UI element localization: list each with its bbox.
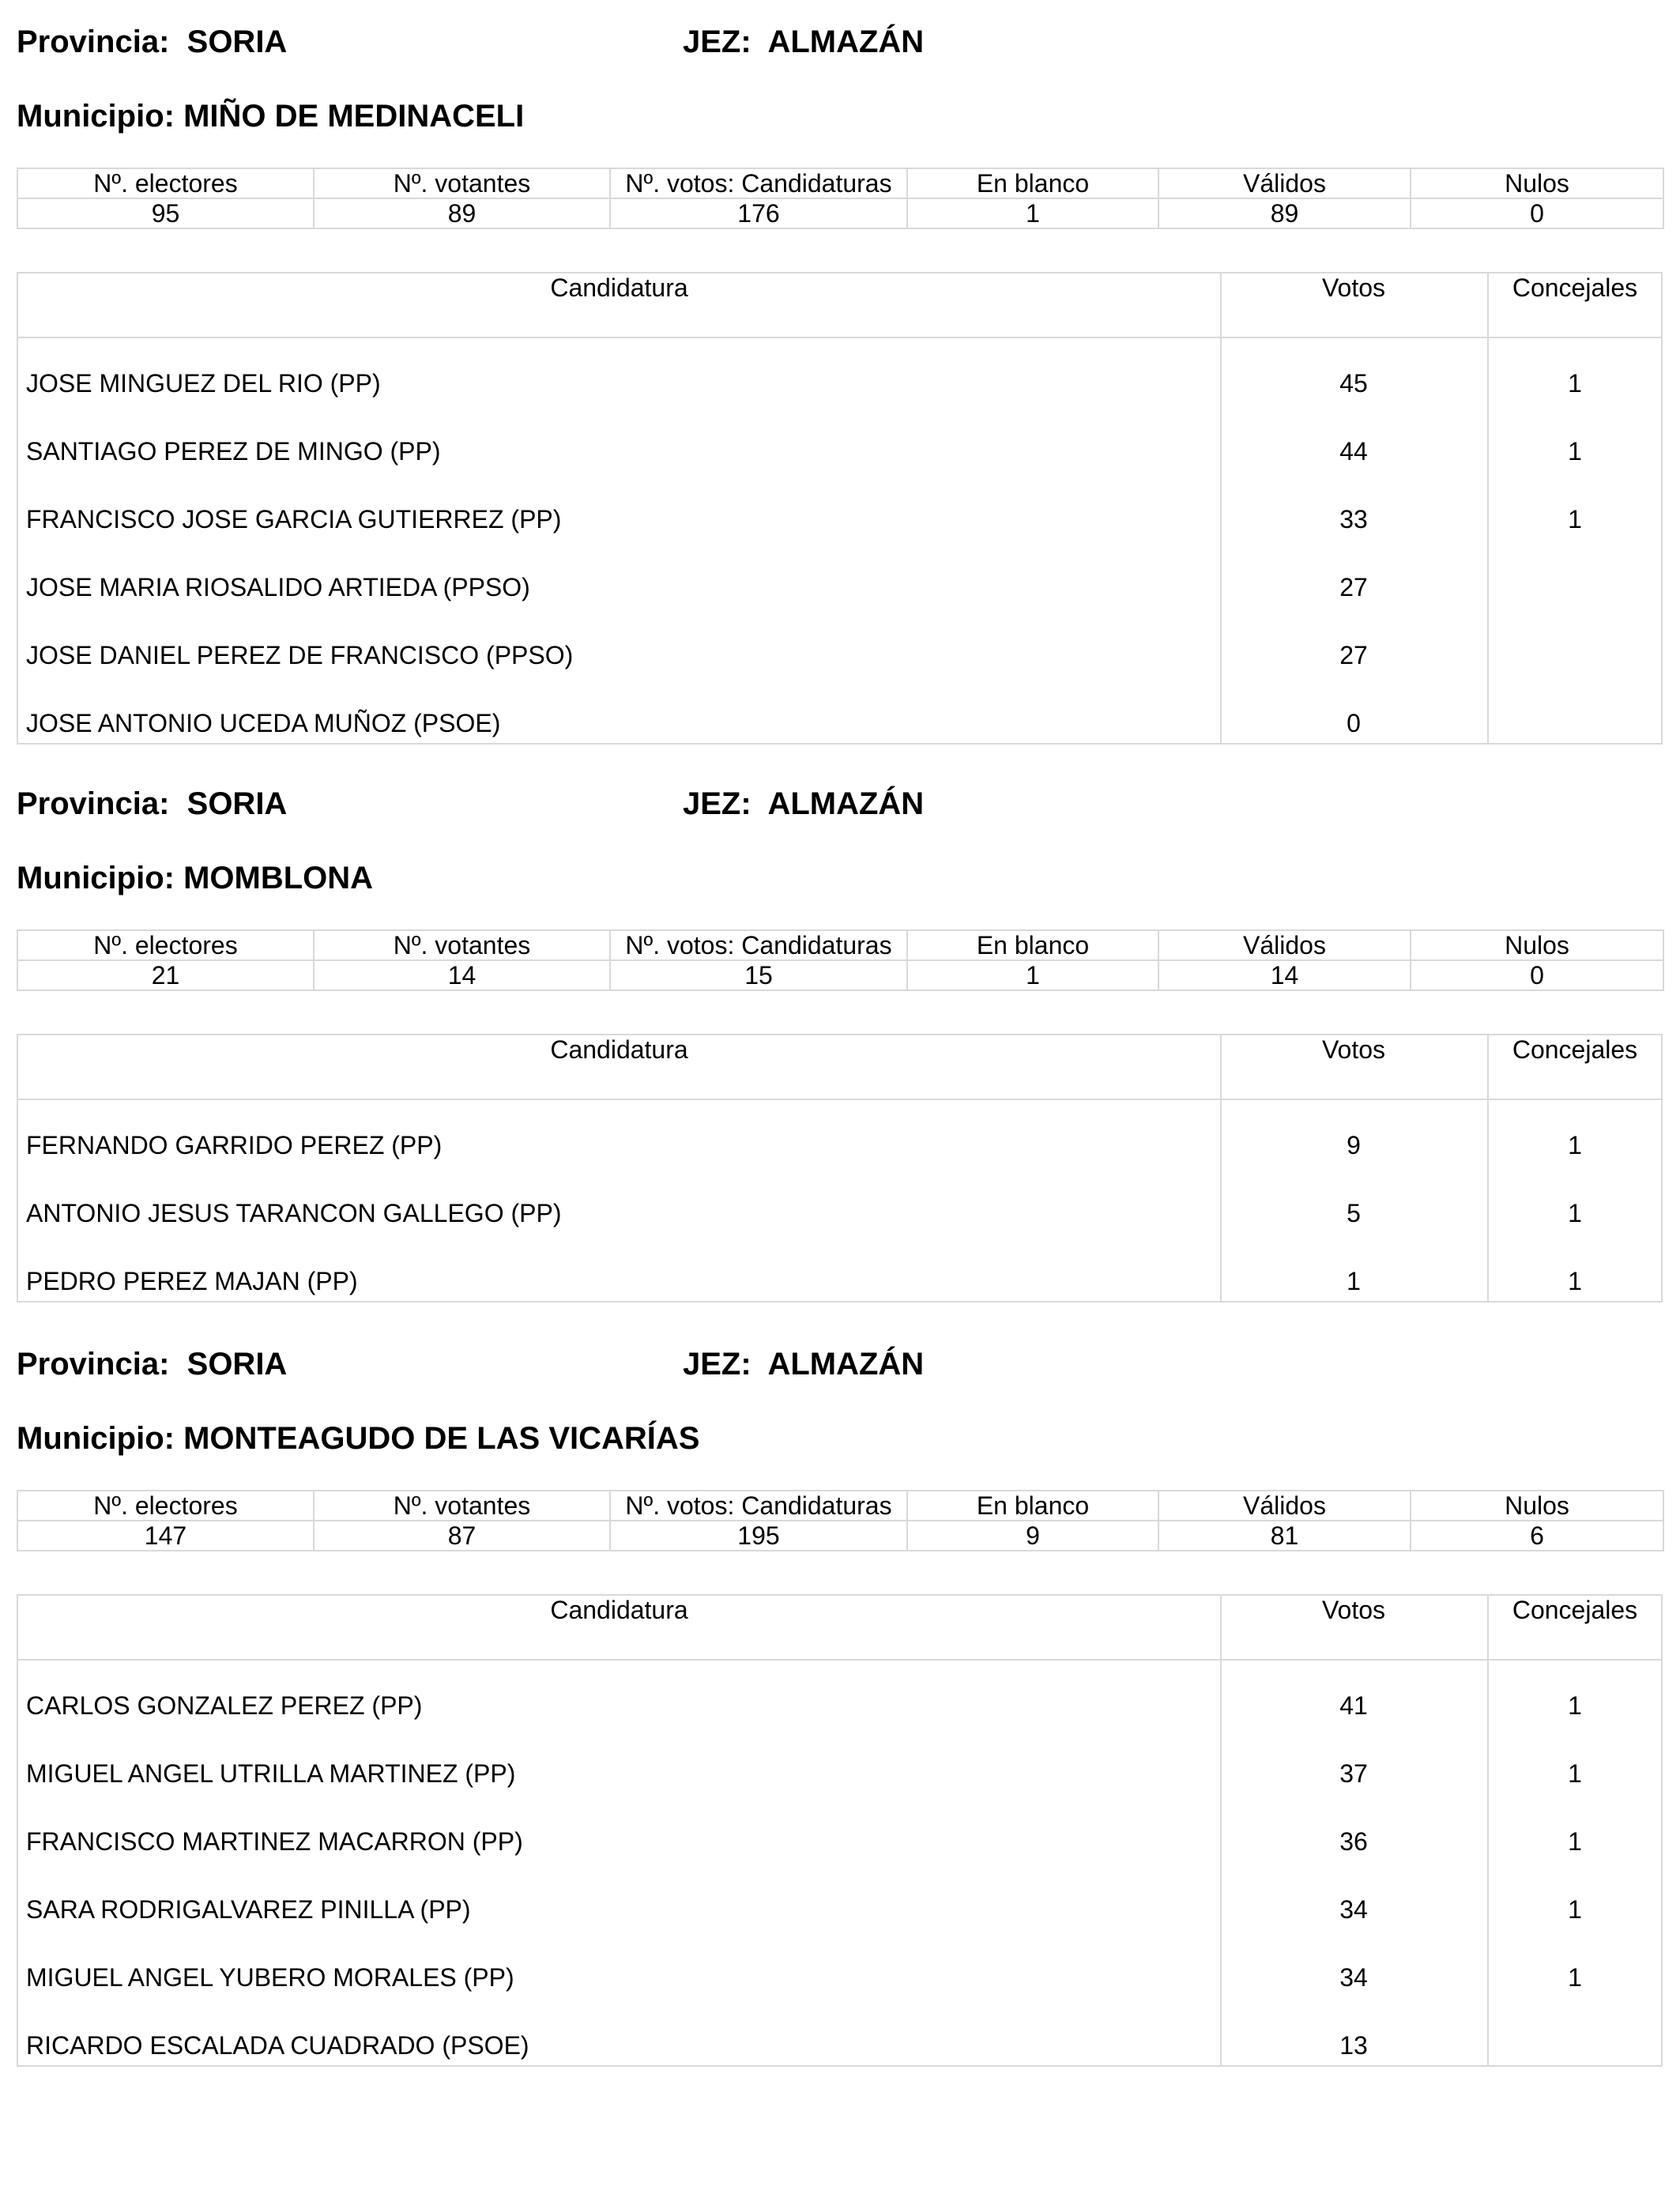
votos-header: Votos [1321, 273, 1386, 302]
candidate-votos: 37 [1339, 1759, 1368, 1788]
candidate-concejales: 1 [1568, 1131, 1582, 1159]
candidate-row [18, 1875, 1661, 1943]
candidates-header-row [18, 1596, 1661, 1661]
summary-value-cell: 14 [314, 960, 610, 990]
candidate-votos: 5 [1347, 1199, 1361, 1227]
summary-value-cell: 14 [1158, 960, 1411, 990]
provincia-heading [17, 1346, 287, 1382]
candidate-name: CARLOS GONZALEZ PEREZ (PP) [26, 1691, 423, 1720]
concejales-header: Concejales [1512, 1035, 1638, 1064]
candidate-name: JOSE MINGUEZ DEL RIO (PP) [26, 369, 381, 398]
summary-value-cell: 176 [610, 198, 907, 228]
jez-label: JEZ: [683, 1347, 751, 1382]
candidate-concejales: 1 [1568, 1691, 1582, 1720]
candidatura-header: Candidatura [550, 1035, 688, 1064]
summary-header-cell: En blanco [907, 1491, 1158, 1521]
candidate-votos: 27 [1339, 573, 1368, 601]
candidate-row [18, 553, 1661, 621]
concejales-header: Concejales [1512, 273, 1638, 302]
summary-header-cell: Nulos [1411, 168, 1663, 198]
summary-header-cell: En blanco [907, 168, 1158, 198]
provincia-value: SORIA [186, 1347, 288, 1382]
summary-header-row [17, 168, 1663, 198]
candidate-name: JOSE ANTONIO UCEDA MUÑOZ (PSOE) [26, 709, 501, 737]
summary-header-cell: Válidos [1158, 930, 1411, 960]
candidate-votos: 44 [1339, 437, 1368, 466]
summary-header-cell: Válidos [1158, 1491, 1411, 1521]
summary-value-cell: 1 [907, 960, 1158, 990]
candidate-name: MIGUEL ANGEL UTRILLA MARTINEZ (PP) [26, 1759, 516, 1788]
candidates-body [18, 1100, 1661, 1315]
summary-value-cell: 89 [1158, 198, 1411, 228]
candidatura-header: Candidatura [550, 273, 688, 302]
summary-value-cell: 9 [907, 1521, 1158, 1551]
candidate-concejales [1487, 621, 1663, 689]
candidate-votos: 34 [1339, 1895, 1368, 1924]
candidate-row [18, 1247, 1661, 1315]
provincia-label: Provincia: [17, 1347, 170, 1382]
summary-header-cell: Nº. electores [17, 168, 314, 198]
candidate-votos: 9 [1347, 1131, 1361, 1159]
municipio-label: Municipio: [17, 99, 175, 134]
candidate-concejales: 1 [1568, 1895, 1582, 1924]
summary-header-row [17, 1491, 1663, 1521]
jez-value: ALMAZÁN [767, 25, 925, 59]
summary-table [17, 929, 1664, 991]
candidate-concejales [1487, 553, 1663, 621]
summary-header-cell: Nº. votantes [314, 168, 610, 198]
candidate-votos: 41 [1339, 1691, 1368, 1720]
candidate-concejales [1487, 689, 1663, 757]
summary-value-cell: 1 [907, 198, 1158, 228]
candidate-name: FRANCISCO JOSE GARCIA GUTIERREZ (PP) [26, 505, 562, 533]
summary-header-cell: Nº. electores [17, 930, 314, 960]
votos-header: Votos [1321, 1596, 1386, 1624]
candidate-row [18, 417, 1661, 485]
municipio-label: Municipio: [17, 1421, 175, 1456]
candidatura-header: Candidatura [550, 1596, 688, 1624]
candidate-row [18, 1111, 1661, 1179]
provincia-value: SORIA [186, 25, 288, 59]
candidates-header-row [18, 273, 1661, 338]
candidate-concejales: 1 [1568, 437, 1582, 466]
candidate-name: FRANCISCO MARTINEZ MACARRON (PP) [26, 1827, 523, 1856]
summary-value-row [17, 960, 1663, 990]
candidate-row [18, 1179, 1661, 1247]
municipio-heading [17, 860, 373, 896]
jez-label: JEZ: [683, 25, 751, 59]
candidate-name: PEDRO PEREZ MAJAN (PP) [26, 1267, 358, 1295]
candidate-name: MIGUEL ANGEL YUBERO MORALES (PP) [26, 1963, 514, 1992]
summary-header-cell: En blanco [907, 930, 1158, 960]
summary-value-cell: 6 [1411, 1521, 1663, 1551]
candidate-votos: 36 [1339, 1827, 1368, 1856]
candidate-concejales: 1 [1568, 505, 1582, 533]
summary-header-cell: Nº. votos: Candidaturas [610, 168, 907, 198]
candidates-header-row [18, 1035, 1661, 1100]
votos-header: Votos [1321, 1035, 1386, 1064]
summary-header-cell: Nulos [1411, 1491, 1663, 1521]
candidate-votos: 13 [1339, 2031, 1368, 2060]
candidate-votos: 45 [1339, 369, 1368, 398]
municipio-heading [17, 1420, 699, 1457]
jez-heading [683, 786, 924, 822]
summary-header-cell: Nº. votos: Candidaturas [610, 1491, 907, 1521]
summary-value-cell: 195 [610, 1521, 907, 1551]
candidate-votos: 34 [1339, 1963, 1368, 1992]
candidates-table [17, 1034, 1663, 1302]
candidate-row [18, 689, 1661, 757]
candidate-row [18, 1672, 1661, 1740]
candidate-name: JOSE MARIA RIOSALIDO ARTIEDA (PPSO) [26, 573, 530, 601]
provincia-value: SORIA [186, 786, 288, 821]
provincia-label: Provincia: [17, 25, 170, 59]
provincia-heading [17, 24, 287, 60]
candidate-name: ANTONIO JESUS TARANCON GALLEGO (PP) [26, 1199, 562, 1227]
candidate-row [18, 621, 1661, 689]
summary-value-cell: 87 [314, 1521, 610, 1551]
candidate-concejales: 1 [1568, 1267, 1582, 1295]
candidate-name: FERNANDO GARRIDO PEREZ (PP) [26, 1131, 443, 1159]
candidate-votos: 27 [1339, 641, 1368, 669]
candidate-name: JOSE DANIEL PEREZ DE FRANCISCO (PPSO) [26, 641, 574, 669]
candidate-votos: 0 [1347, 709, 1361, 737]
concejales-header: Concejales [1512, 1596, 1638, 1624]
candidate-row [18, 1943, 1661, 2011]
provincia-label: Provincia: [17, 786, 170, 821]
candidate-row [18, 1808, 1661, 1875]
summary-value-cell: 147 [17, 1521, 314, 1551]
jez-heading [683, 1346, 924, 1382]
candidate-row [18, 2011, 1661, 2079]
candidate-concejales: 1 [1568, 1759, 1582, 1788]
candidates-table [17, 1594, 1663, 2067]
summary-value-row [17, 1521, 1663, 1551]
summary-value-cell: 0 [1411, 960, 1663, 990]
summary-value-cell: 15 [610, 960, 907, 990]
candidate-row [18, 349, 1661, 417]
summary-value-cell: 21 [17, 960, 314, 990]
summary-header-cell: Nulos [1411, 930, 1663, 960]
summary-header-cell: Nº. votos: Candidaturas [610, 930, 907, 960]
summary-table [17, 1490, 1664, 1551]
summary-value-cell: 95 [17, 198, 314, 228]
summary-value-cell: 0 [1411, 198, 1663, 228]
candidates-table [17, 272, 1663, 745]
candidate-row [18, 485, 1661, 553]
candidate-concejales [1487, 2011, 1663, 2079]
candidate-name: SANTIAGO PEREZ DE MINGO (PP) [26, 437, 441, 466]
municipio-label: Municipio: [17, 861, 175, 895]
candidate-concejales: 1 [1568, 1963, 1582, 1992]
candidate-name: RICARDO ESCALADA CUADRADO (PSOE) [26, 2031, 529, 2060]
candidate-row [18, 1740, 1661, 1808]
candidates-body [18, 338, 1661, 757]
summary-header-row [17, 930, 1663, 960]
municipio-heading [17, 98, 524, 134]
summary-value-row [17, 198, 1663, 228]
candidate-votos: 33 [1339, 505, 1368, 533]
municipio-value: MONTEAGUDO DE LAS VICARÍAS [183, 1421, 700, 1456]
candidate-concejales: 1 [1568, 369, 1582, 398]
summary-table [17, 168, 1664, 229]
candidates-body [18, 1661, 1661, 2079]
jez-value: ALMAZÁN [767, 786, 925, 821]
jez-label: JEZ: [683, 786, 751, 821]
jez-value: ALMAZÁN [767, 1347, 925, 1382]
summary-header-cell: Nº. votantes [314, 930, 610, 960]
summary-value-cell: 89 [314, 198, 610, 228]
summary-value-cell: 81 [1158, 1521, 1411, 1551]
provincia-heading [17, 786, 287, 822]
municipio-value: MIÑO DE MEDINACELI [183, 99, 525, 134]
summary-header-cell: Válidos [1158, 168, 1411, 198]
summary-header-cell: Nº. electores [17, 1491, 314, 1521]
candidate-concejales: 1 [1568, 1827, 1582, 1856]
summary-header-cell: Nº. votantes [314, 1491, 610, 1521]
candidate-name: SARA RODRIGALVAREZ PINILLA (PP) [26, 1895, 471, 1924]
municipio-value: MOMBLONA [183, 861, 374, 895]
candidate-votos: 1 [1347, 1267, 1361, 1295]
jez-heading [683, 24, 924, 60]
candidate-concejales: 1 [1568, 1199, 1582, 1227]
